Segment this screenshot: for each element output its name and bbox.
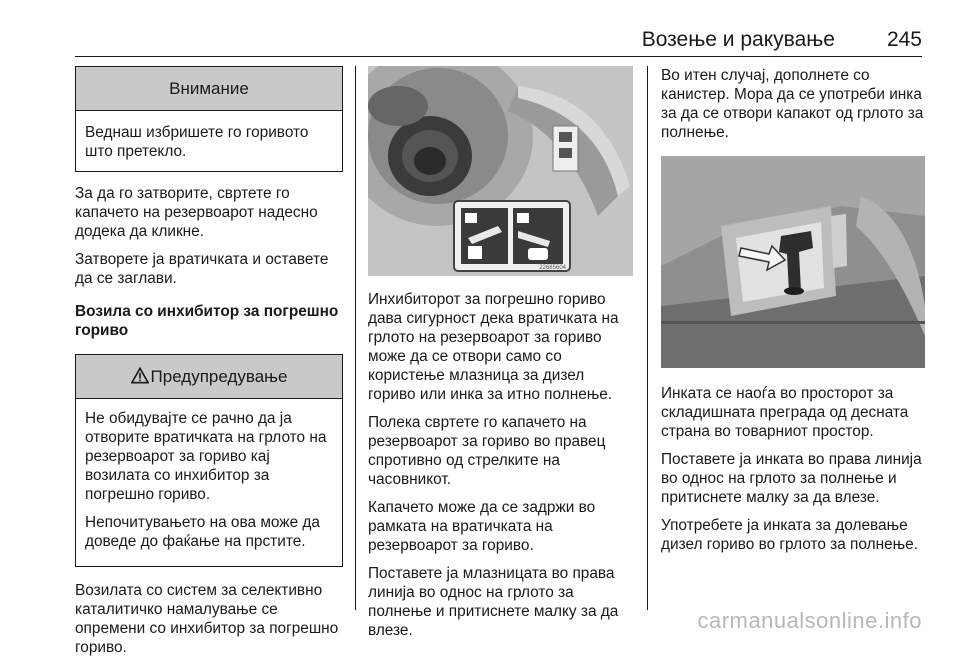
column-divider-2: [647, 66, 648, 610]
column-divider-1: [355, 66, 356, 610]
watermark: carmanualsonline.info: [697, 608, 922, 633]
cargo-compartment-photo: [661, 156, 925, 368]
paragraph: Инката се наоѓа во просторот за складишната преграда од десната страна во товарниот простор.: [661, 385, 909, 440]
notice-box: [75, 66, 343, 172]
warning-box-title: Предупредување: [150, 367, 288, 386]
notice-box-text: Веднаш избришете го горивото што претекло.: [85, 124, 309, 160]
column-2: [368, 66, 633, 649]
page-number: 245: [886, 28, 922, 51]
column-3: [661, 66, 925, 563]
fuel-filler-photo: [368, 66, 633, 276]
header-rule: [75, 56, 922, 57]
paragraph: Капачето може да се задржи во рамката на вратичката на резервоарот за гориво.: [368, 499, 596, 554]
paragraph: Поставете ја инката во права линија во однос на грлото за полнење и притиснете малку за да влезе.: [661, 451, 922, 506]
section-title: Возење и ракување: [641, 28, 835, 51]
warning-text: Непочитувањето на ова може да доведе до фаќање на прстите.: [85, 514, 320, 550]
paragraph: Во итен случај, дополнете со канистер. Мора да се употреби инка за да се отвори капакот од грлото за полнење.: [661, 67, 924, 141]
warning-box: [75, 354, 343, 567]
paragraph: Возилата со систем за селективно каталитичко намалување се опремени со инхибитор за погрешно гориво.: [75, 582, 339, 656]
column-1: [75, 66, 343, 666]
warning-text: Не обидувајте се рачно да ја отворите вратичката на грлото на резервоарот за гориво кај возилата со инхибитор за погрешно гориво.: [85, 410, 327, 503]
paragraph: Затворете ја вратичката и оставете да се заглави.: [75, 251, 329, 287]
warning-triangle-icon: [131, 367, 149, 384]
paragraph: Поставете ја млазницата во права линија во однос на грлото за полнење и притиснете малку за да влезе.: [368, 565, 619, 639]
paragraph: Употребете ја инката за долевање дизел гориво во грлото за полнење.: [661, 517, 918, 553]
figure-code: 22685604: [539, 265, 566, 271]
paragraph: За да го затворите, свртете го капачето на резервоарот надесно додека да кликне.: [75, 185, 318, 240]
subheading: Возила со инхибитор за погрешно гориво: [75, 303, 339, 339]
notice-box-title: Внимание: [76, 67, 342, 111]
page-header: [0, 22, 960, 62]
paragraph: Полека свртете го капачето на резервоарот за гориво во правец спротивно од стрелките на часовникот.: [368, 414, 606, 488]
warning-box-header: [76, 355, 342, 399]
paragraph: Инхибиторот за погрешно гориво дава сигурност дека вратичката на грлото на резервоарот за гориво може да се отвори само со користење млазница за дизел гориво или инка за итно полнење.: [368, 291, 619, 403]
